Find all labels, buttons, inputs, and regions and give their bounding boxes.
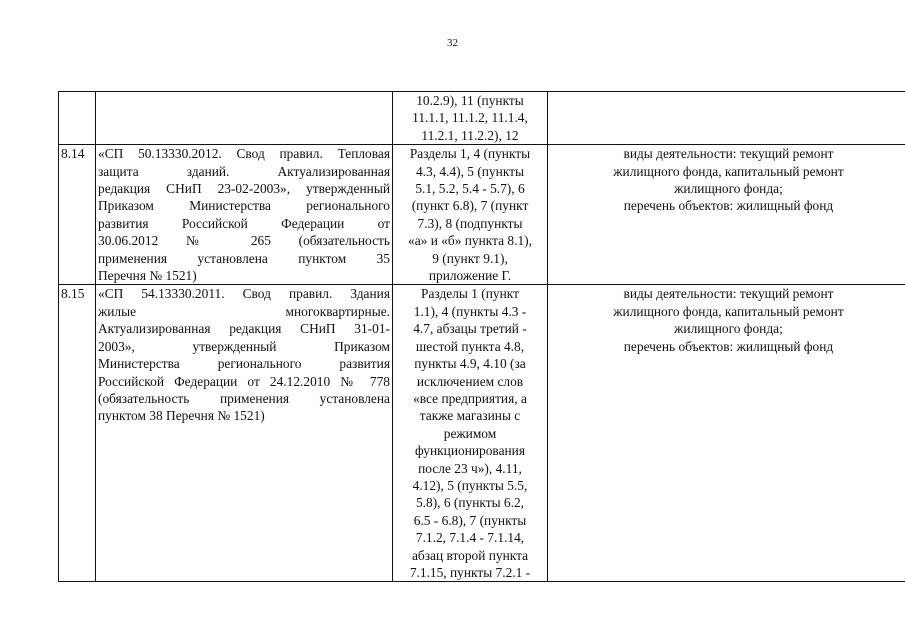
row-number-cell: 8.15 [59,285,96,582]
scope-line: виды деятельности: текущий ремонт [623,286,834,302]
sections-line: 7.1.2, 7.1.4 - 7.1.14, [415,530,525,546]
scope-cell [548,92,905,145]
sections-line: 5.1, 5.2, 5.4 - 5.7), 6 [415,181,525,197]
sections-line: шестой пункта 4.8, [415,338,525,354]
document-line: жилые многоквартирные. [98,303,390,319]
sections-line: также магазины с [419,408,521,424]
scope-line: жилищного фонда, капитальный ремонт [613,303,844,319]
sections-line: пункты 4.9, 4.10 (за [414,356,526,372]
sections-line: 7.3), 8 (подпункты [417,215,523,231]
document-line: Российской Федерации от 24.12.2010 № 778 [98,373,390,389]
sections-line: 11.1.1, 11.1.2, 11.1.4, [412,110,528,126]
document-cell [96,285,393,582]
scope-line: перечень объектов: жилищный фонд [623,338,834,354]
document-line: применения установлена пунктом 35 [98,250,390,266]
document-line: (обязательность применения установлена [98,390,390,406]
sections-line: 9 (пункт 9.1), [432,250,508,266]
regulations-table [58,91,905,582]
document-line: пунктом 38 Перечня № 1521) [98,408,265,424]
document-line: «СП 54.13330.2011. Свод правил. Здания [98,286,390,302]
document-line: Министерства регионального развития [98,356,390,372]
sections-line: 4.7, абзацы третий - [413,321,527,337]
document-line: защита зданий. Актуализированная [98,163,390,179]
document-cell [96,92,393,145]
document-line: развития Российской Федерации от [98,215,390,231]
sections-line: «все предприятия, а [413,390,527,406]
sections-line: исключением слов [416,373,524,389]
document-line: Актуализированная редакция СНиП 31-01- [98,321,390,337]
sections-cell [393,145,548,285]
scope-line: перечень объектов: жилищный фонд [623,198,834,214]
sections-line: Разделы 1, 4 (пункты [409,146,531,162]
sections-line: «а» и «б» пункта 8.1), [408,233,532,249]
table-row [59,92,905,145]
scope-line: жилищного фонда, капитальный ремонт [613,163,844,179]
sections-line: режимом [443,425,497,441]
sections-line: приложение Г. [428,268,512,284]
sections-cell [393,92,548,145]
sections-line: 4.12), 5 (пункты 5.5, [412,477,528,493]
scope-line: виды деятельности: текущий ремонт [623,146,834,162]
sections-cell [393,285,548,582]
sections-line: после 23 ч»), 4.11, [418,460,522,476]
document-line: 30.06.2012 № 265 (обязательность [98,233,390,249]
sections-line: функционирования [414,443,526,459]
sections-line: 1.1), 4 (пункты 4.3 - [413,303,527,319]
document-line: 2003», утвержденный Приказом [98,338,390,354]
sections-line: 6.5 - 6.8), 7 (пункты [413,512,527,528]
sections-line: 11.2.1, 11.2.2), 12 [421,127,519,143]
sections-line: 5.8), 6 (пункты 6.2, [415,495,525,511]
scope-line: жилищного фонда; [674,321,783,337]
sections-line: 10.2.9), 11 (пункты [416,93,524,108]
row-number-cell [59,92,96,145]
row-number-cell: 8.14 [59,145,96,285]
sections-line: 4.3, 4.4), 5 (пункты [415,163,525,179]
document-line: Перечня № 1521) [98,268,197,284]
scope-line: жилищного фонда; [674,181,783,197]
sections-line: (пункт 6.8), 7 (пункт [411,198,529,214]
table-row [59,145,905,285]
document-cell [96,145,393,285]
document-line: «СП 50.13330.2012. Свод правил. Тепловая [98,146,390,162]
document-line: Приказом Министерства регионального [98,198,390,214]
sections-line: абзац второй пункта [411,547,529,563]
scope-cell [548,145,905,285]
table-row [59,285,905,582]
document-line: редакция СНиП 23-02-2003», утвержденный [98,181,390,197]
sections-line: Разделы 1 (пункт [421,286,519,302]
scope-cell [548,285,905,582]
page-number: 32 [447,37,458,49]
sections-line: 7.1.15, пункты 7.2.1 - [409,564,531,580]
